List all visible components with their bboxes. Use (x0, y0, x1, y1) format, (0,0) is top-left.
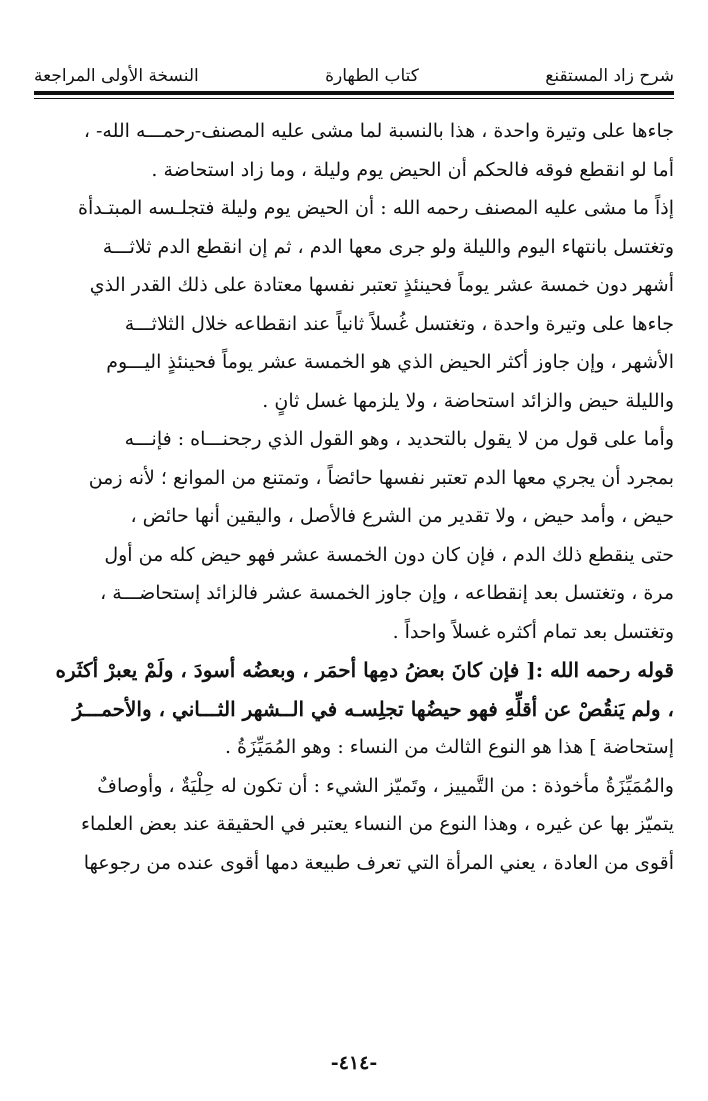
text-line: وتغتسل بانتهاء اليوم والليلة ولو جرى معها الدم ، ثم إن انقطع الدم ثلاثـــة (102, 235, 674, 258)
page-number: -٤١٤- (330, 1052, 378, 1074)
page-header (34, 56, 674, 86)
text-line: جاءها على وتيرة واحدة ، هذا بالنسبة لما مشى عليه المصنف-رحمـــه الله- ، (83, 120, 674, 142)
text-line: حيض ، وأمد حيض ، ولا تقدير من الشرع فالأصل ، واليقين أنها حائض ، (130, 505, 674, 527)
text-line: مرة ، وتغتسل بعد إنقطاعه ، وإن جاوز الخمسة عشر فالزائد إستحاضـــة ، (100, 582, 674, 604)
header-edition-note: النسخة الأولى المراجعة (34, 66, 199, 86)
header-chapter-title: كتاب الطهارة (325, 66, 419, 86)
header-book-title: شرح زاد المستقنع (545, 66, 674, 86)
text-line: إذاً ما مشى عليه المصنف رحمه الله : أن الحيض يوم وليلة فتجلـسه المبتـدأة (78, 197, 674, 219)
quoted-text-line: ، ولم يَنقُصْ عن أقلِّهِ فهو حيضُها تجلِسـه في الــشهر الثـــاني ، والأحمـــرُ (72, 696, 674, 721)
text-line: الأشهر ، وإن جاوز أكثر الحيض الذي هو الخمسة عشر يوماً فحينئذٍ اليـــوم (106, 351, 674, 373)
text-line: جاءها على وتيرة واحدة ، وتغتسل غُسلاً ثانياً عند انقطاعه خلال الثلاثـــة (124, 312, 674, 335)
header-rule-thin (34, 98, 674, 99)
text-line: أقوى من العادة ، يعني المرأة التي تعرف طبيعة دمها أقوى عنده من رجوعها (83, 851, 674, 874)
page-body (34, 112, 674, 882)
text-line: يتميّز بها عن غيره ، وهذا النوع من النساء يعتبر في الحقيقة عند بعض العلماء (81, 813, 674, 835)
text-line: أما لو انقطع فوقه فالحكم أن الحيض يوم وليلة ، وما زاد استحاضة . (151, 158, 674, 181)
text-line: والمُمَيِّزَةُ مأخوذة : من التَّمييز ، وتَميّز الشيء : أن تكون له حِلْيَةٌ ، وأوصافٌ (97, 774, 674, 797)
text-line: وأما على قول من لا يقول بالتحديد ، وهو القول الذي رجحنـــاه : فإنـــه (124, 428, 674, 450)
text-line: أشهر دون خمسة عشر يوماً فحينئذٍ تعتبر نفسها معتادة على ذلك القدر الذي (89, 274, 674, 296)
text-line: حتى ينقطع ذلك الدم ، فإن كان دون الخمسة عشر فهو حيض كله من أول (104, 543, 674, 566)
text-line: والليلة حيض والزائد استحاضة ، ولا يلزمها غسل ثانٍ . (262, 389, 674, 412)
header-rule-thick (34, 91, 674, 95)
quoted-text-line: قوله رحمه الله :[ فإن كانَ بعضُ دمِها أحمَر ، وبعضُه أسودَ ، ولَمْ يعبرْ أكثَره (55, 658, 674, 682)
text-line: إستحاضة ] هذا هو النوع الثالث من النساء : وهو المُمَيِّزَةُ . (224, 736, 674, 758)
text-line: بمجرد أن يجري معها الدم تعتبر نفسها حائضاً ، وتمتنع من الموانع ؛ لأنه زمن (88, 466, 674, 489)
text-line: وتغتسل بعد تمام أكثره غسلاً واحداً . (392, 620, 674, 643)
